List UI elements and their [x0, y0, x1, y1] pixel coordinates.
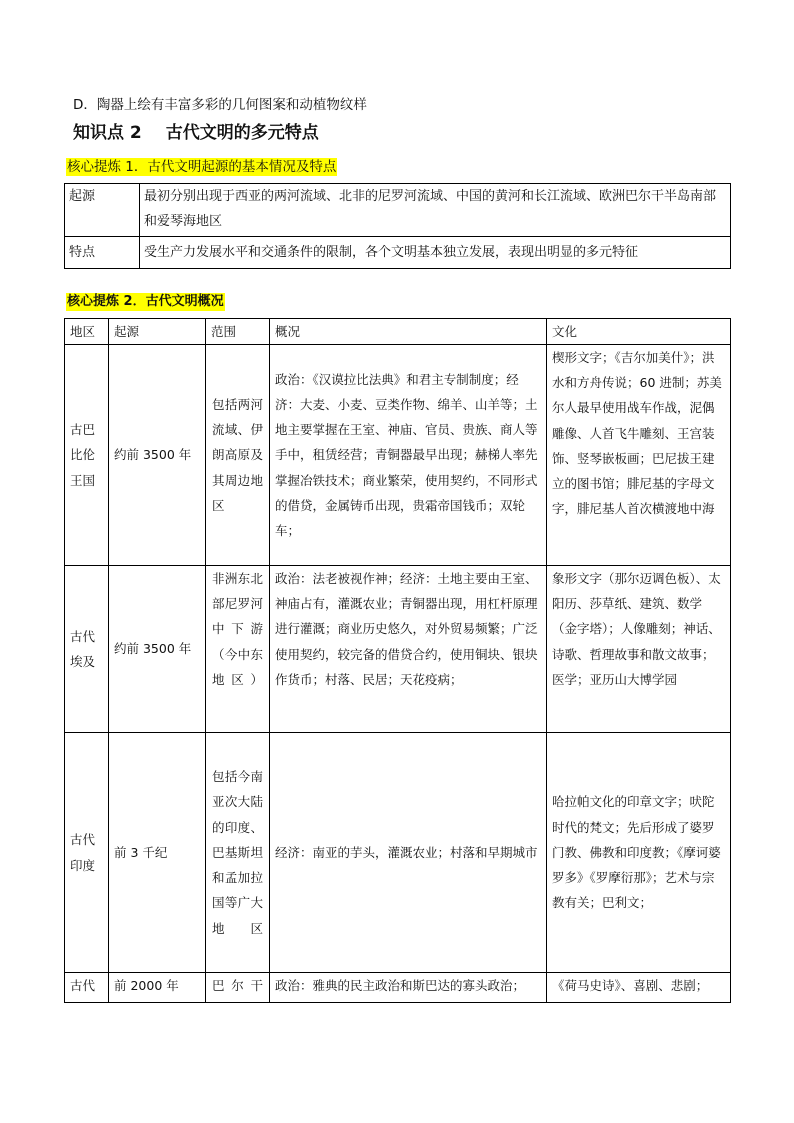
- header-origin: 起源: [109, 319, 206, 345]
- cell-origin: 约前 3500 年: [109, 345, 206, 566]
- highlight-tag-1: 核心提炼 1．古代文明起源的基本情况及特点: [67, 159, 337, 175]
- option-d-line: D．陶器上绘有丰富多彩的几何图案和动植物纹样: [73, 97, 367, 113]
- table-row: [65, 237, 731, 269]
- cell-scope: 非洲东北部尼罗河中下游（今中东地区）: [206, 566, 270, 733]
- section-heading: [73, 121, 319, 145]
- cell-region: 古巴比伦王国: [65, 345, 109, 566]
- header-overview: 概况: [270, 319, 547, 345]
- table-row: [65, 566, 731, 733]
- cell-overview: 政治：法老被视作神；经济：土地主要由王室、神庙占有，灌溉农业；青铜器出现，用杠杆原理进行灌溉；商业历史悠久，对外贸易频繁；广泛使用契约，较完备的借贷合约，使用铜块、银块作货币；村落、民居；天花疫病；: [270, 566, 547, 733]
- cell-culture: 《荷马史诗》、喜剧、悲剧；: [547, 973, 731, 1003]
- row-text: 受生产力发展水平和交通条件的限制，各个文明基本独立发展，表现出明显的多元特征: [140, 237, 731, 269]
- cell-scope: 巴尔干: [206, 973, 270, 1003]
- table-row: [65, 733, 731, 973]
- cell-region: 古代印度: [65, 733, 109, 973]
- table-header-row: [65, 319, 731, 345]
- origin-table: [64, 183, 731, 269]
- cell-scope: 包括两河流域、伊朗高原及其周边地区: [206, 345, 270, 566]
- header-scope: 范围: [206, 319, 270, 345]
- cell-origin: 约前 3500 年: [109, 566, 206, 733]
- highlight-tag-2: 核心提炼 2．古代文明概况: [67, 294, 224, 309]
- row-label: 特点: [65, 237, 140, 269]
- cell-culture: 象形文字（那尔迈调色板）、太阳历、莎草纸、建筑、数学（金字塔）；人像雕刻；神话、诗歌、哲理故事和散文故事；医学；亚历山大博学园: [547, 566, 731, 733]
- table-row: [65, 184, 731, 237]
- table-row: [65, 345, 731, 566]
- cell-region: 古代埃及: [65, 566, 109, 733]
- header-culture: 文化: [547, 319, 731, 345]
- cell-overview: 政治：《汉谟拉比法典》和君主专制制度；经济：大麦、小麦、豆类作物、绵羊、山羊等；土地主要掌握在王室、神庙、官员、贵族、商人等手中，租赁经营；青铜器最早出现；赫梯人率先掌握冶铁技术；商业繁荣，使用契约，不同形式的借贷，金属铸币出现，贵霜帝国钱币；双轮车；: [270, 345, 547, 566]
- header-region: 地区: [65, 319, 109, 345]
- section-number: 知识点 2: [73, 123, 142, 143]
- cell-origin: 前 3 千纪: [109, 733, 206, 973]
- section-title: 古代文明的多元特点: [165, 123, 319, 143]
- cell-overview: 政治：雅典的民主政治和斯巴达的寡头政治；: [270, 973, 547, 1003]
- cell-overview: 经济：南亚的芋头，灌溉农业；村落和早期城市: [270, 733, 547, 973]
- cell-region: 古代: [65, 973, 109, 1003]
- cell-scope: 包括今南亚次大陆的印度、巴基斯坦和孟加拉国等广大地区: [206, 733, 270, 973]
- civilization-table: [64, 318, 731, 1003]
- row-text: 最初分别出现于西亚的两河流域、北非的尼罗河流域、中国的黄河和长江流域、欧洲巴尔干半岛南部和爱琴海地区: [140, 184, 731, 237]
- table-row: [65, 973, 731, 1003]
- row-label: 起源: [65, 184, 140, 237]
- cell-culture: 楔形文字；《吉尔加美什》；洪水和方舟传说；60 进制；苏美尔人最早使用战车作战，泥偶雕像、人首飞牛雕刻、王宫装饰、竖琴嵌板画；巴尼拔王建立的图书馆；腓尼基的字母文字，腓尼基人首次横渡地中海: [547, 345, 731, 566]
- cell-culture: 哈拉帕文化的印章文字；吠陀时代的梵文；先后形成了婆罗门教、佛教和印度教；《摩诃婆罗多》《罗摩衍那》；艺术与宗教有关；巴利文；: [547, 733, 731, 973]
- cell-origin: 前 2000 年: [109, 973, 206, 1003]
